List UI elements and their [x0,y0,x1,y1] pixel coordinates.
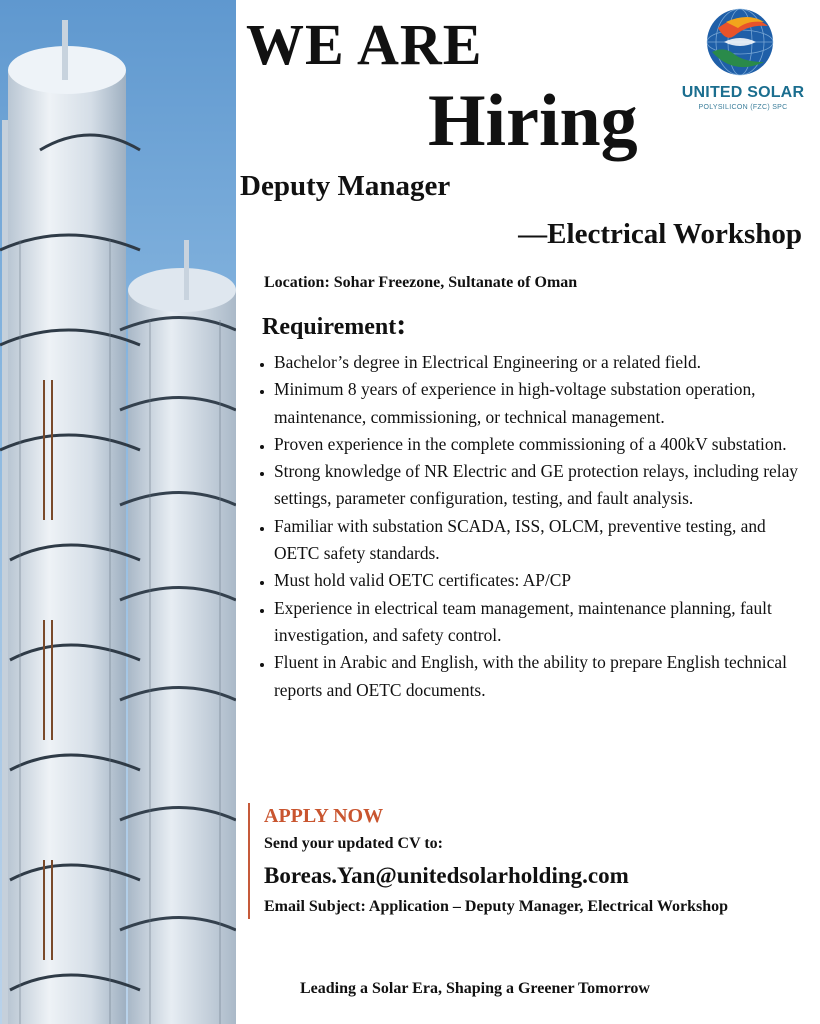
apply-section [248,803,784,919]
contact-email[interactable]: Boreas.Yan@unitedsolarholding.com [264,863,629,888]
job-posting-content [236,0,820,1024]
apply-now-heading: APPLY NOW [264,805,384,827]
company-logo [668,6,818,116]
requirements-heading-text: Requirement [262,314,397,340]
email-subject-line: Email Subject: Application – Deputy Manager, Electrical Workshop [264,898,729,915]
logo-company-name: UNITED SOLAR [681,84,805,101]
list-item: • Minimum 8 years of experience in high-voltage substation operation, maintenance, commissioning, or technical management. [274,376,814,431]
job-subtitle: —Electrical Workshop [518,218,802,250]
industrial-towers-photo [0,0,236,1024]
list-item: • Fluent in Arabic and English, with the ability to prepare English technical reports and OETC documents. [274,649,814,704]
list-item: • Bachelor’s degree in Electrical Engineering or a related field. [274,349,814,376]
requirements-heading-colon: : [396,308,407,341]
requirements-heading [262,308,406,342]
requirements-list [256,349,814,704]
job-title: Deputy Manager [240,170,451,202]
headline-we-are: WE ARE [246,12,483,77]
logo-company-subname: POLYSILICON (FZC) SPC [698,104,788,111]
list-item: • Must hold valid OETC certificates: AP/CP [274,567,814,594]
list-item: • Experience in electrical team management, maintenance planning, fault investigation, and safety control. [274,595,814,650]
list-item: • Familiar with substation SCADA, ISS, OLCM, preventive testing, and OETC safety standards. [274,513,814,568]
send-cv-instruction: Send your updated CV to: [264,835,444,852]
list-item: • Strong knowledge of NR Electric and GE protection relays, including relay settings, parameter configuration, testing, and fault analysis. [274,458,814,513]
company-tagline: Leading a Solar Era, Shaping a Greener Tomorrow [300,980,650,997]
job-location: Location: Sohar Freezone, Sultanate of Oman [264,274,578,291]
headline-hiring: Hiring [428,80,638,162]
distillation-towers-illustration [0,0,236,1024]
list-item: • Proven experience in the complete commissioning of a 400kV substation. [274,431,814,458]
globe-swirl-logo-icon [704,6,776,78]
